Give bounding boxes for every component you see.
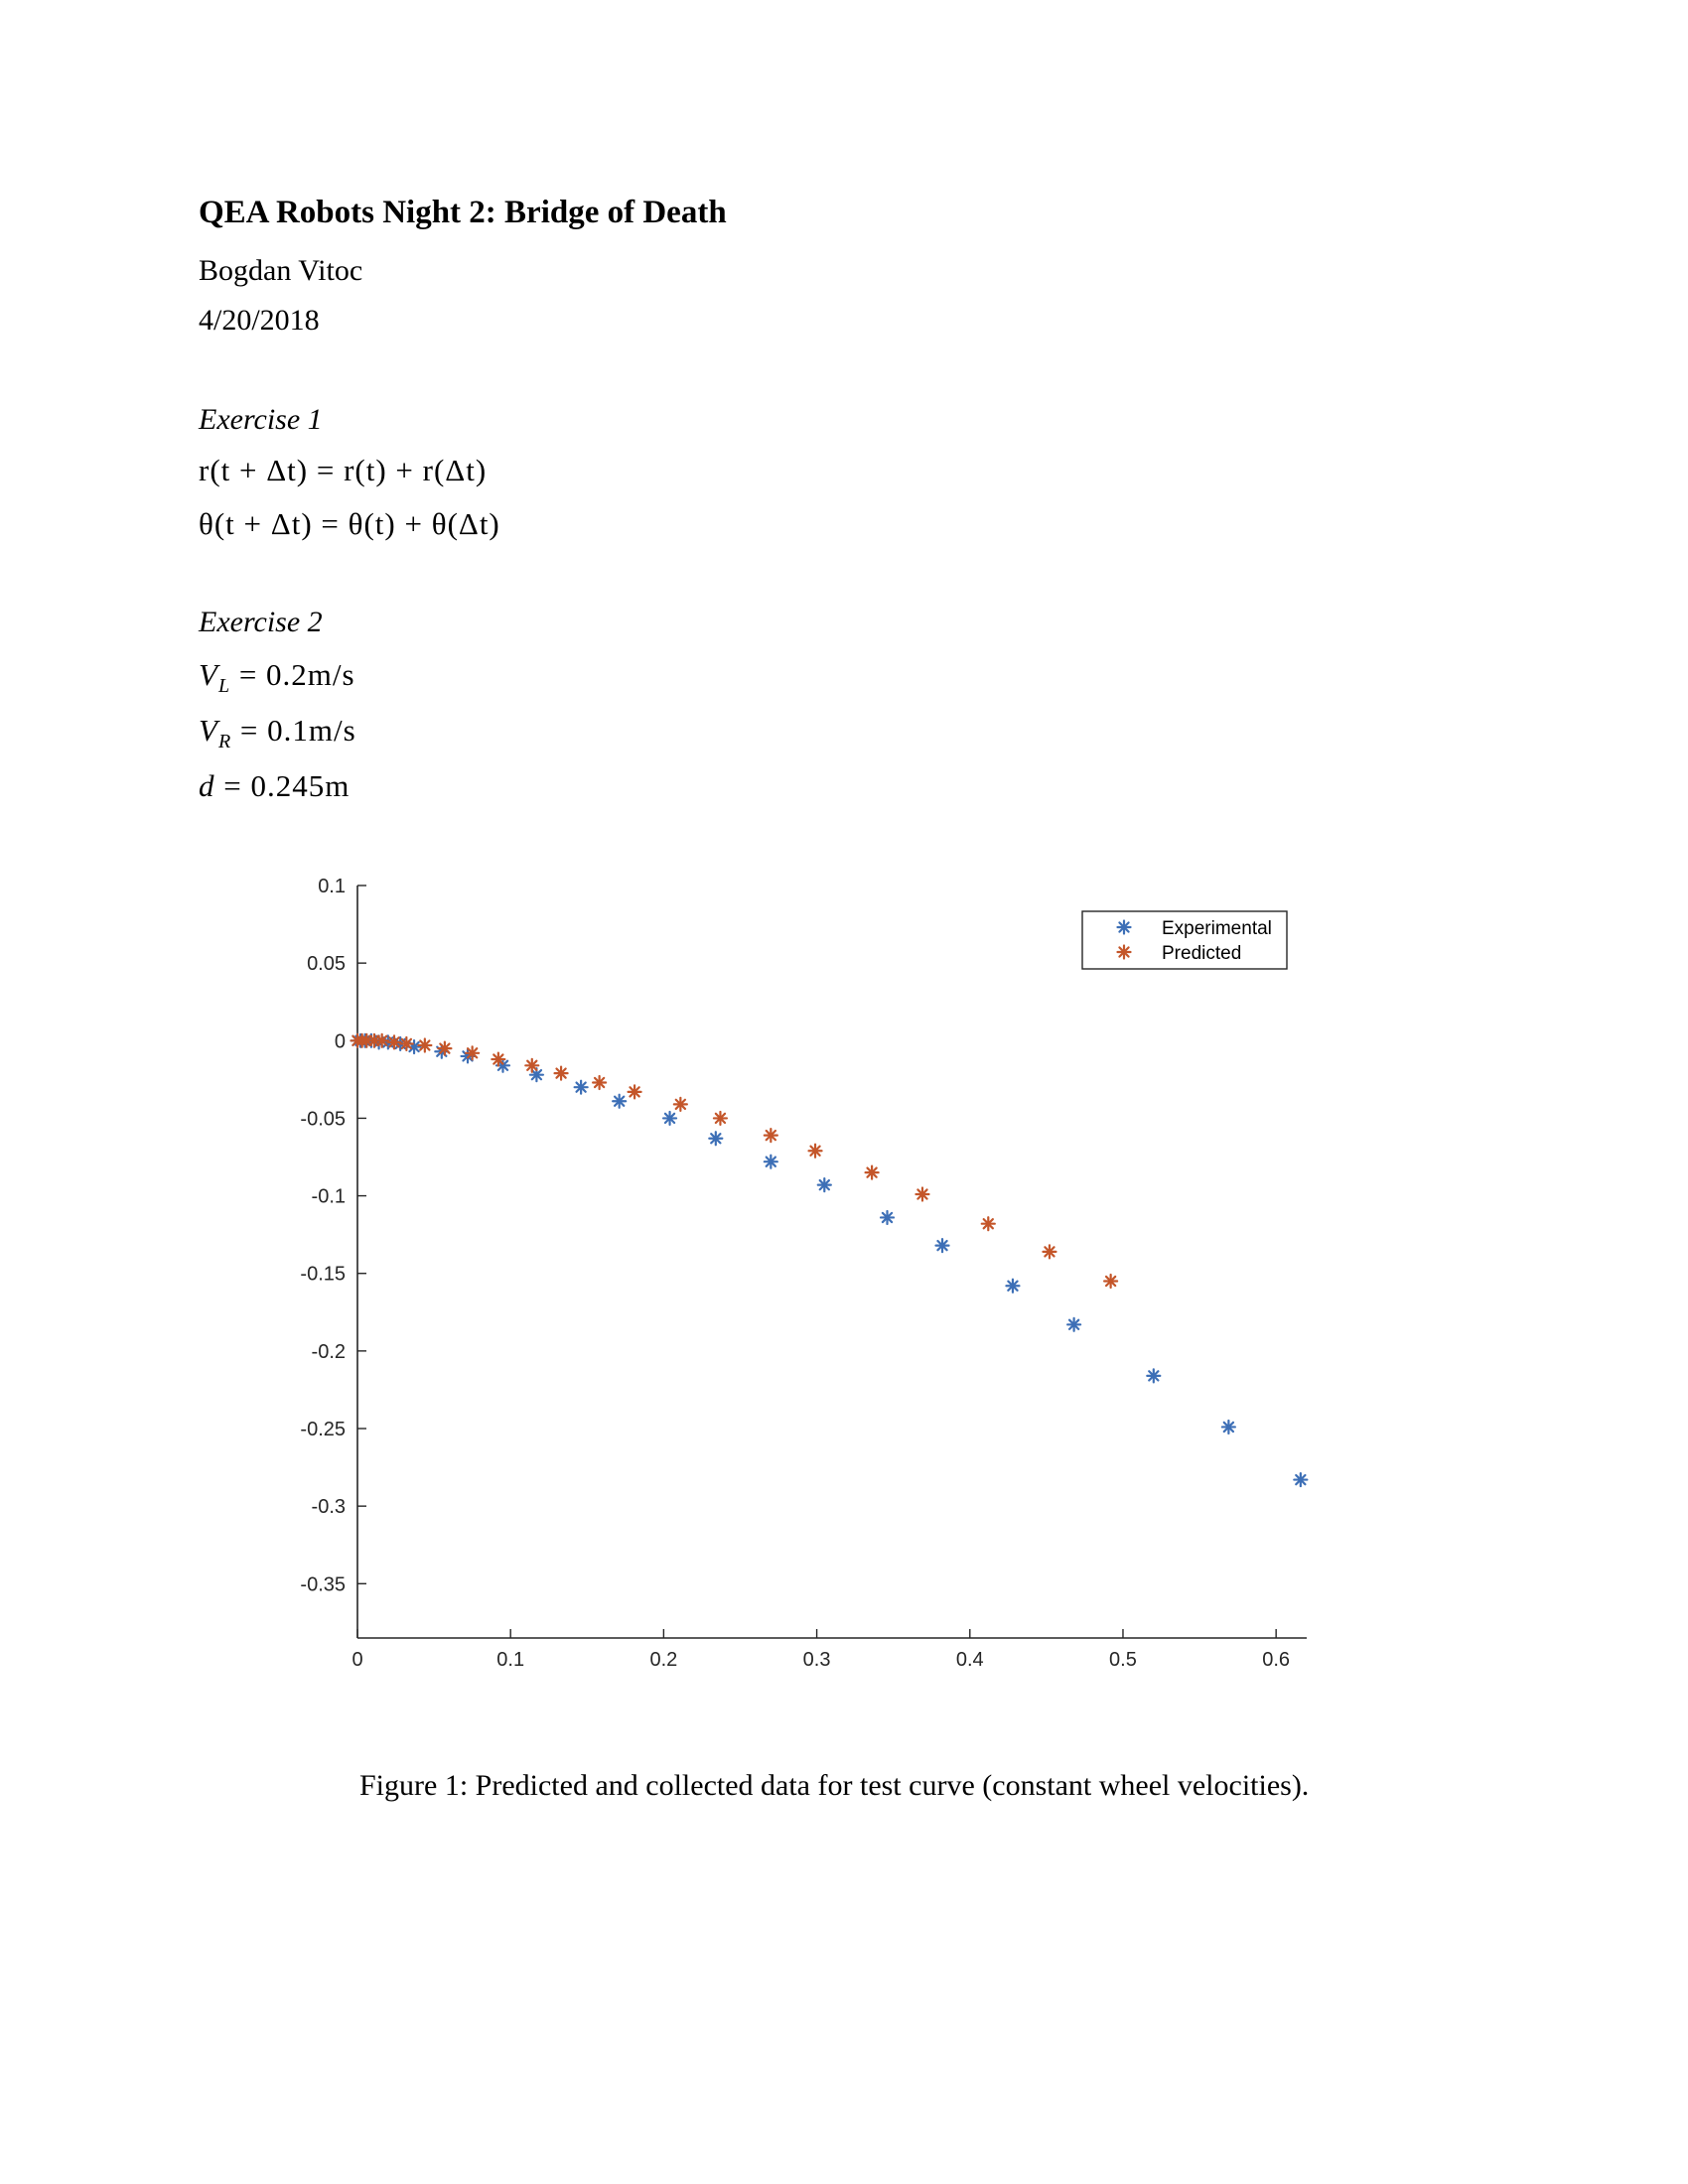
experimental-point [1222,1421,1235,1433]
predicted-point [1104,1275,1117,1288]
equation-r: r(t + Δt) = r(t) + r(Δt) [199,453,488,487]
experimental-point [1006,1280,1019,1293]
y-tick-label: 0.05 [307,953,346,976]
predicted-point [765,1129,777,1142]
author-name: Bogdan Vitoc [199,254,363,287]
predicted-point [418,1038,431,1051]
predicted-point [525,1059,538,1072]
x-tick-label: 0.5 [1109,1649,1137,1671]
predicted-point [438,1042,451,1055]
legend-experimental-label: Experimental [1162,918,1272,939]
exercise-1-heading: Exercise 1 [199,403,323,436]
predicted-point [674,1098,687,1111]
d-value: = 0.245m [214,768,351,803]
legend-experimental-marker [1118,921,1131,934]
experimental-point [613,1095,626,1108]
y-tick-label: 0 [334,1030,346,1053]
predicted-point [714,1112,727,1125]
predicted-point [915,1188,928,1201]
predicted-point [375,1034,388,1047]
experimental-point [1294,1473,1307,1486]
y-tick-label: -0.05 [300,1108,346,1131]
predicted-point [593,1076,606,1089]
predicted-point [400,1037,413,1050]
exercise-2-heading: Exercise 2 [199,606,323,638]
equation-theta: θ(t + Δt) = θ(t) + θ(Δt) [199,506,500,541]
experimental-point [709,1132,722,1145]
legend-predicted-marker [1118,946,1131,959]
experimental-point [1067,1318,1080,1331]
y-tick-label: -0.35 [300,1573,346,1596]
vr-value: = 0.1m/s [231,713,356,748]
d-symbol: d [199,768,215,803]
experimental-point [881,1211,894,1224]
document-date: 4/20/2018 [199,304,320,337]
experimental-point [765,1156,777,1168]
x-tick-label: 0.3 [802,1649,831,1671]
y-tick-label: -0.15 [300,1263,346,1286]
y-tick-label: -0.2 [311,1340,346,1363]
vr-symbol: V [199,713,218,748]
predicted-point [809,1145,822,1158]
x-tick-label: 0 [352,1649,363,1671]
predicted-point [629,1085,641,1098]
vl-value: = 0.2m/s [230,657,355,692]
x-tick-label: 0.4 [955,1649,984,1671]
predicted-point [982,1217,995,1230]
experimental-point [818,1178,831,1191]
y-tick-label: -0.3 [311,1496,346,1519]
experimental-point [936,1239,949,1252]
x-tick-label: 0.2 [649,1649,678,1671]
experimental-point [1147,1369,1160,1382]
legend-predicted-label: Predicted [1162,943,1242,964]
y-tick-label: -0.25 [300,1419,346,1441]
experimental-point [663,1112,676,1125]
x-tick-label: 0.1 [496,1649,525,1671]
document-title: QEA Robots Night 2: Bridge of Death [199,195,727,230]
y-tick-label: 0.1 [318,876,346,897]
predicted-point [492,1053,504,1066]
x-tick-label: 0.6 [1262,1649,1291,1671]
y-tick-label: -0.1 [311,1185,346,1208]
vl-subscript: L [217,675,231,698]
vl-symbol: V [199,657,218,692]
predicted-point [555,1067,568,1080]
predicted-point [1043,1245,1055,1258]
predicted-point [388,1035,401,1048]
figure-caption: Figure 1: Predicted and collected data for test curve (constant wheel velocities). [359,1769,1310,1802]
predicted-point [866,1166,879,1179]
vr-subscript: R [217,731,232,753]
experimental-point [575,1081,588,1094]
predicted-point [466,1046,479,1059]
